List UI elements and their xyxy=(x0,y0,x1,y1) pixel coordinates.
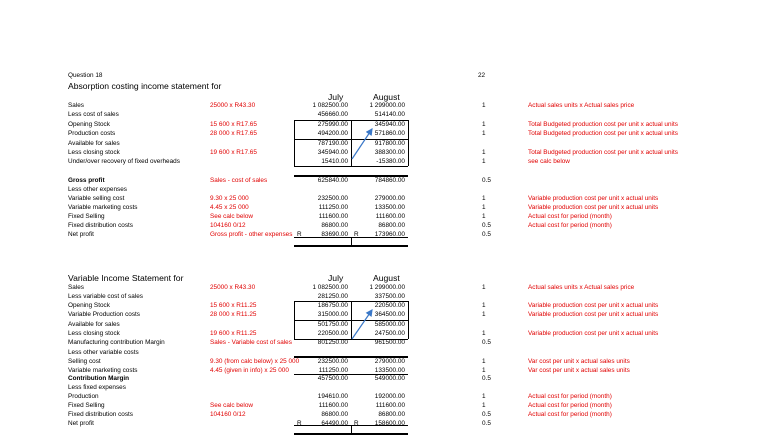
row-label: Manufacturing contribution Margin xyxy=(68,339,165,346)
row-label: Available for sales xyxy=(68,140,120,147)
row-mark: 0.5 xyxy=(482,411,491,418)
row-calc: 28 000 x R17.65 xyxy=(210,130,257,137)
row-label: Net profit xyxy=(68,420,94,427)
cell-july: 64490.00 xyxy=(321,420,348,427)
row-note: Actual sales units x Actual sales price xyxy=(528,284,635,291)
row-label: Sales xyxy=(68,284,84,291)
row-calc: Sales - cost of sales xyxy=(210,177,268,184)
row-calc: 104160 0/12 xyxy=(210,411,246,418)
row-calc: Sales - Variable cost of sales xyxy=(210,339,292,346)
absorption-col-july: July xyxy=(328,92,344,102)
cell-august: 1 299000.00 xyxy=(369,102,405,109)
row-mark: 0.5 xyxy=(482,177,491,184)
cell-july: 494200.00 xyxy=(317,130,348,137)
row-mark: 1 xyxy=(482,393,486,400)
row-label: Opening Stock xyxy=(68,302,110,309)
row-calc: 9.30 (from calc below) x 25 000 xyxy=(210,358,300,365)
row-note: Total Budgeted production cost per unit x actual units xyxy=(528,149,678,156)
cell-august: 279000.00 xyxy=(374,195,405,202)
cell-july: 281250.00 xyxy=(317,293,348,300)
row-label: Net profit xyxy=(68,231,94,238)
cell-july: 501750.00 xyxy=(317,321,348,328)
row-calc: 15 600 x R11.25 xyxy=(210,302,257,309)
cell-july: 275990.00 xyxy=(317,121,348,128)
row-calc: 19 600 x R17.65 xyxy=(210,149,257,156)
cell-august: 784860.00 xyxy=(374,177,405,184)
cell-august: 585000.00 xyxy=(374,321,405,328)
row-calc: Gross profit - other expenses xyxy=(210,231,293,238)
row-note: Variable production cost per unit x actual units xyxy=(528,311,659,318)
variable-col-august: August xyxy=(373,273,400,283)
cell-july: 111250.00 xyxy=(318,204,348,211)
row-label: Production costs xyxy=(68,130,116,137)
cell-august: 158600.00 xyxy=(374,420,405,427)
row-label: Variable marketing costs xyxy=(68,367,138,374)
row-mark: 0.5 xyxy=(482,231,491,238)
cell-july: 345940.00 xyxy=(317,149,348,156)
row-note: Actual cost for period (month) xyxy=(528,213,612,220)
question-label: Question 18 xyxy=(68,72,103,79)
question-number: 22 xyxy=(478,72,486,79)
cell-august: 345940.00 xyxy=(374,121,405,128)
row-note: Actual cost for period (month) xyxy=(528,222,612,229)
row-label: Less variable cost of sales xyxy=(68,293,143,300)
cell-august: 111600.00 xyxy=(375,402,405,409)
row-mark: 1 xyxy=(482,158,486,165)
row-mark: 1 xyxy=(482,311,486,318)
row-label: Opening Stock xyxy=(68,121,110,128)
cell-august: 549000.00 xyxy=(374,375,405,382)
abs-carry-arrow xyxy=(352,129,372,159)
cell-august: 337500.00 xyxy=(374,293,405,300)
row-mark: 0.5 xyxy=(482,222,491,229)
cell-july: 186750.00 xyxy=(317,302,348,309)
currency-symbol: R xyxy=(297,231,302,238)
row-label: Less closing stock xyxy=(68,149,120,156)
currency-symbol: R xyxy=(297,420,302,427)
cell-august: 247500.00 xyxy=(374,330,405,337)
cell-august: 961500.00 xyxy=(374,339,405,346)
row-label: Fixed distribution costs xyxy=(68,411,133,418)
row-label: Less fixed expenses xyxy=(68,384,126,391)
cell-august: 133500.00 xyxy=(374,367,405,374)
row-mark: 1 xyxy=(482,367,486,374)
absorption-title: Absorption costing income statement for xyxy=(68,81,222,91)
row-label: Sales xyxy=(68,102,84,109)
row-mark: 1 xyxy=(482,302,486,309)
cell-july: 801250.00 xyxy=(317,339,348,346)
cell-july: 86800.00 xyxy=(321,222,348,229)
row-note: Variable production cost per unit x actual units xyxy=(528,302,659,309)
row-note: Actual cost for period (month) xyxy=(528,393,612,400)
row-calc: 25000 x R43.30 xyxy=(210,284,256,291)
cell-july: 86800.00 xyxy=(321,411,348,418)
cell-august: 917800.00 xyxy=(374,140,405,147)
variable-col-july: July xyxy=(328,273,344,283)
cell-july: 456660.00 xyxy=(317,111,348,118)
cell-july: 787190.00 xyxy=(317,140,348,147)
row-note: Variable production cost per unit x actual units xyxy=(528,204,659,211)
cell-august: 86800.00 xyxy=(378,222,405,229)
cell-august: 514140.00 xyxy=(374,111,405,118)
row-label: Variable selling cost xyxy=(68,195,125,202)
row-calc: 104160 0/12 xyxy=(210,222,246,229)
row-note: Total Budgeted production cost per unit x actual units xyxy=(528,130,678,137)
row-label: Production xyxy=(68,393,99,400)
row-label: Available for sales xyxy=(68,321,120,328)
cell-july: 1 082500.00 xyxy=(312,284,348,291)
row-mark: 1 xyxy=(482,195,486,202)
row-label: Selling cost xyxy=(68,358,101,365)
row-mark: 1 xyxy=(482,284,486,291)
row-calc: 4.45 x 25 000 xyxy=(210,204,249,211)
cell-august: 133500.00 xyxy=(374,204,405,211)
row-label: Under/over recovery of fixed overheads xyxy=(68,158,180,165)
row-mark: 0.5 xyxy=(482,375,491,382)
cell-august: 1 299000.00 xyxy=(369,284,405,291)
row-note: Variable production cost per unit x actual units xyxy=(528,330,659,337)
cell-july: 625840.00 xyxy=(317,177,348,184)
cell-august: 173960.00 xyxy=(374,231,405,238)
cell-august: 86800.00 xyxy=(378,411,405,418)
row-note: Actual sales units x Actual sales price xyxy=(528,102,635,109)
row-calc: 19 600 x R11.25 xyxy=(210,330,257,337)
row-label: Variable marketing costs xyxy=(68,204,138,211)
row-note: Variable production cost per unit x actual units xyxy=(528,195,659,202)
row-label: Less closing stock xyxy=(68,330,120,337)
row-calc: See calc below xyxy=(210,213,253,220)
cell-august: 364500.00 xyxy=(374,311,405,318)
absorption-col-august: August xyxy=(373,92,400,102)
cell-july: 83690.00 xyxy=(321,231,348,238)
row-label: Less cost of sales xyxy=(68,111,119,118)
row-label: Contribution Margin xyxy=(68,375,130,382)
row-mark: 1 xyxy=(482,204,486,211)
row-calc: 9.30 x 25 000 xyxy=(210,195,249,202)
cell-august: 111600.00 xyxy=(375,213,405,220)
row-mark: 1 xyxy=(482,358,486,365)
row-note: Actual cost for period (month) xyxy=(528,411,612,418)
row-calc: 25000 x R43.30 xyxy=(210,102,256,109)
row-mark: 0.5 xyxy=(482,339,491,346)
cell-july: 220500.00 xyxy=(317,330,348,337)
cell-july: 194610.00 xyxy=(317,393,348,400)
row-mark: 1 xyxy=(482,130,486,137)
row-mark: 1 xyxy=(482,149,486,156)
cell-july: 15410.00 xyxy=(321,158,348,165)
row-mark: 0.5 xyxy=(482,420,491,427)
row-label: Gross profit xyxy=(68,177,105,184)
row-note: see calc below xyxy=(528,158,570,165)
currency-symbol: R xyxy=(354,231,359,238)
row-label: Fixed distribution costs xyxy=(68,222,133,229)
row-note: Actual cost for period (month) xyxy=(528,402,612,409)
row-mark: 1 xyxy=(482,102,486,109)
variable-title: Variable Income Statement for xyxy=(68,273,184,283)
row-label: Fixed Selling xyxy=(68,402,105,409)
row-mark: 1 xyxy=(482,121,486,128)
row-label: Less other expenses xyxy=(68,186,127,193)
cell-july: 111600.00 xyxy=(318,402,348,409)
row-note: Var cost per unit x actual sales units xyxy=(528,358,630,365)
cell-august: 220500.00 xyxy=(374,302,405,309)
row-note: Total Budgeted production cost per unit x actual units xyxy=(528,121,678,128)
row-label: Variable Production costs xyxy=(68,311,140,318)
row-calc: 28 000 x R11.25 xyxy=(210,311,257,318)
cell-july: 1 082500.00 xyxy=(312,102,348,109)
cell-august: 279000.00 xyxy=(374,358,405,365)
cell-july: 232500.00 xyxy=(317,358,348,365)
currency-symbol: R xyxy=(354,420,359,427)
cell-july: 111600.00 xyxy=(318,213,348,220)
var-carry-arrow xyxy=(352,310,372,339)
row-calc: 4.45 (given in info) x 25 000 xyxy=(210,367,289,374)
cell-august: -15380.00 xyxy=(376,158,405,165)
row-label: Less other variable costs xyxy=(68,349,139,356)
cell-july: 457500.00 xyxy=(317,375,348,382)
cell-july: 315000.00 xyxy=(317,311,348,318)
row-calc: See calc below xyxy=(210,402,253,409)
cell-july: 111250.00 xyxy=(318,367,348,374)
row-calc: 15 600 x R17.65 xyxy=(210,121,257,128)
row-label: Fixed Selling xyxy=(68,213,105,220)
row-note: Var cost per unit x actual sales units xyxy=(528,367,630,374)
row-mark: 1 xyxy=(482,213,486,220)
row-mark: 1 xyxy=(482,330,486,337)
cell-august: 192000.00 xyxy=(374,393,405,400)
cell-august: 571860.00 xyxy=(374,130,405,137)
cell-july: 232500.00 xyxy=(317,195,348,202)
row-mark: 1 xyxy=(482,402,486,409)
cell-august: 388300.00 xyxy=(374,149,405,156)
